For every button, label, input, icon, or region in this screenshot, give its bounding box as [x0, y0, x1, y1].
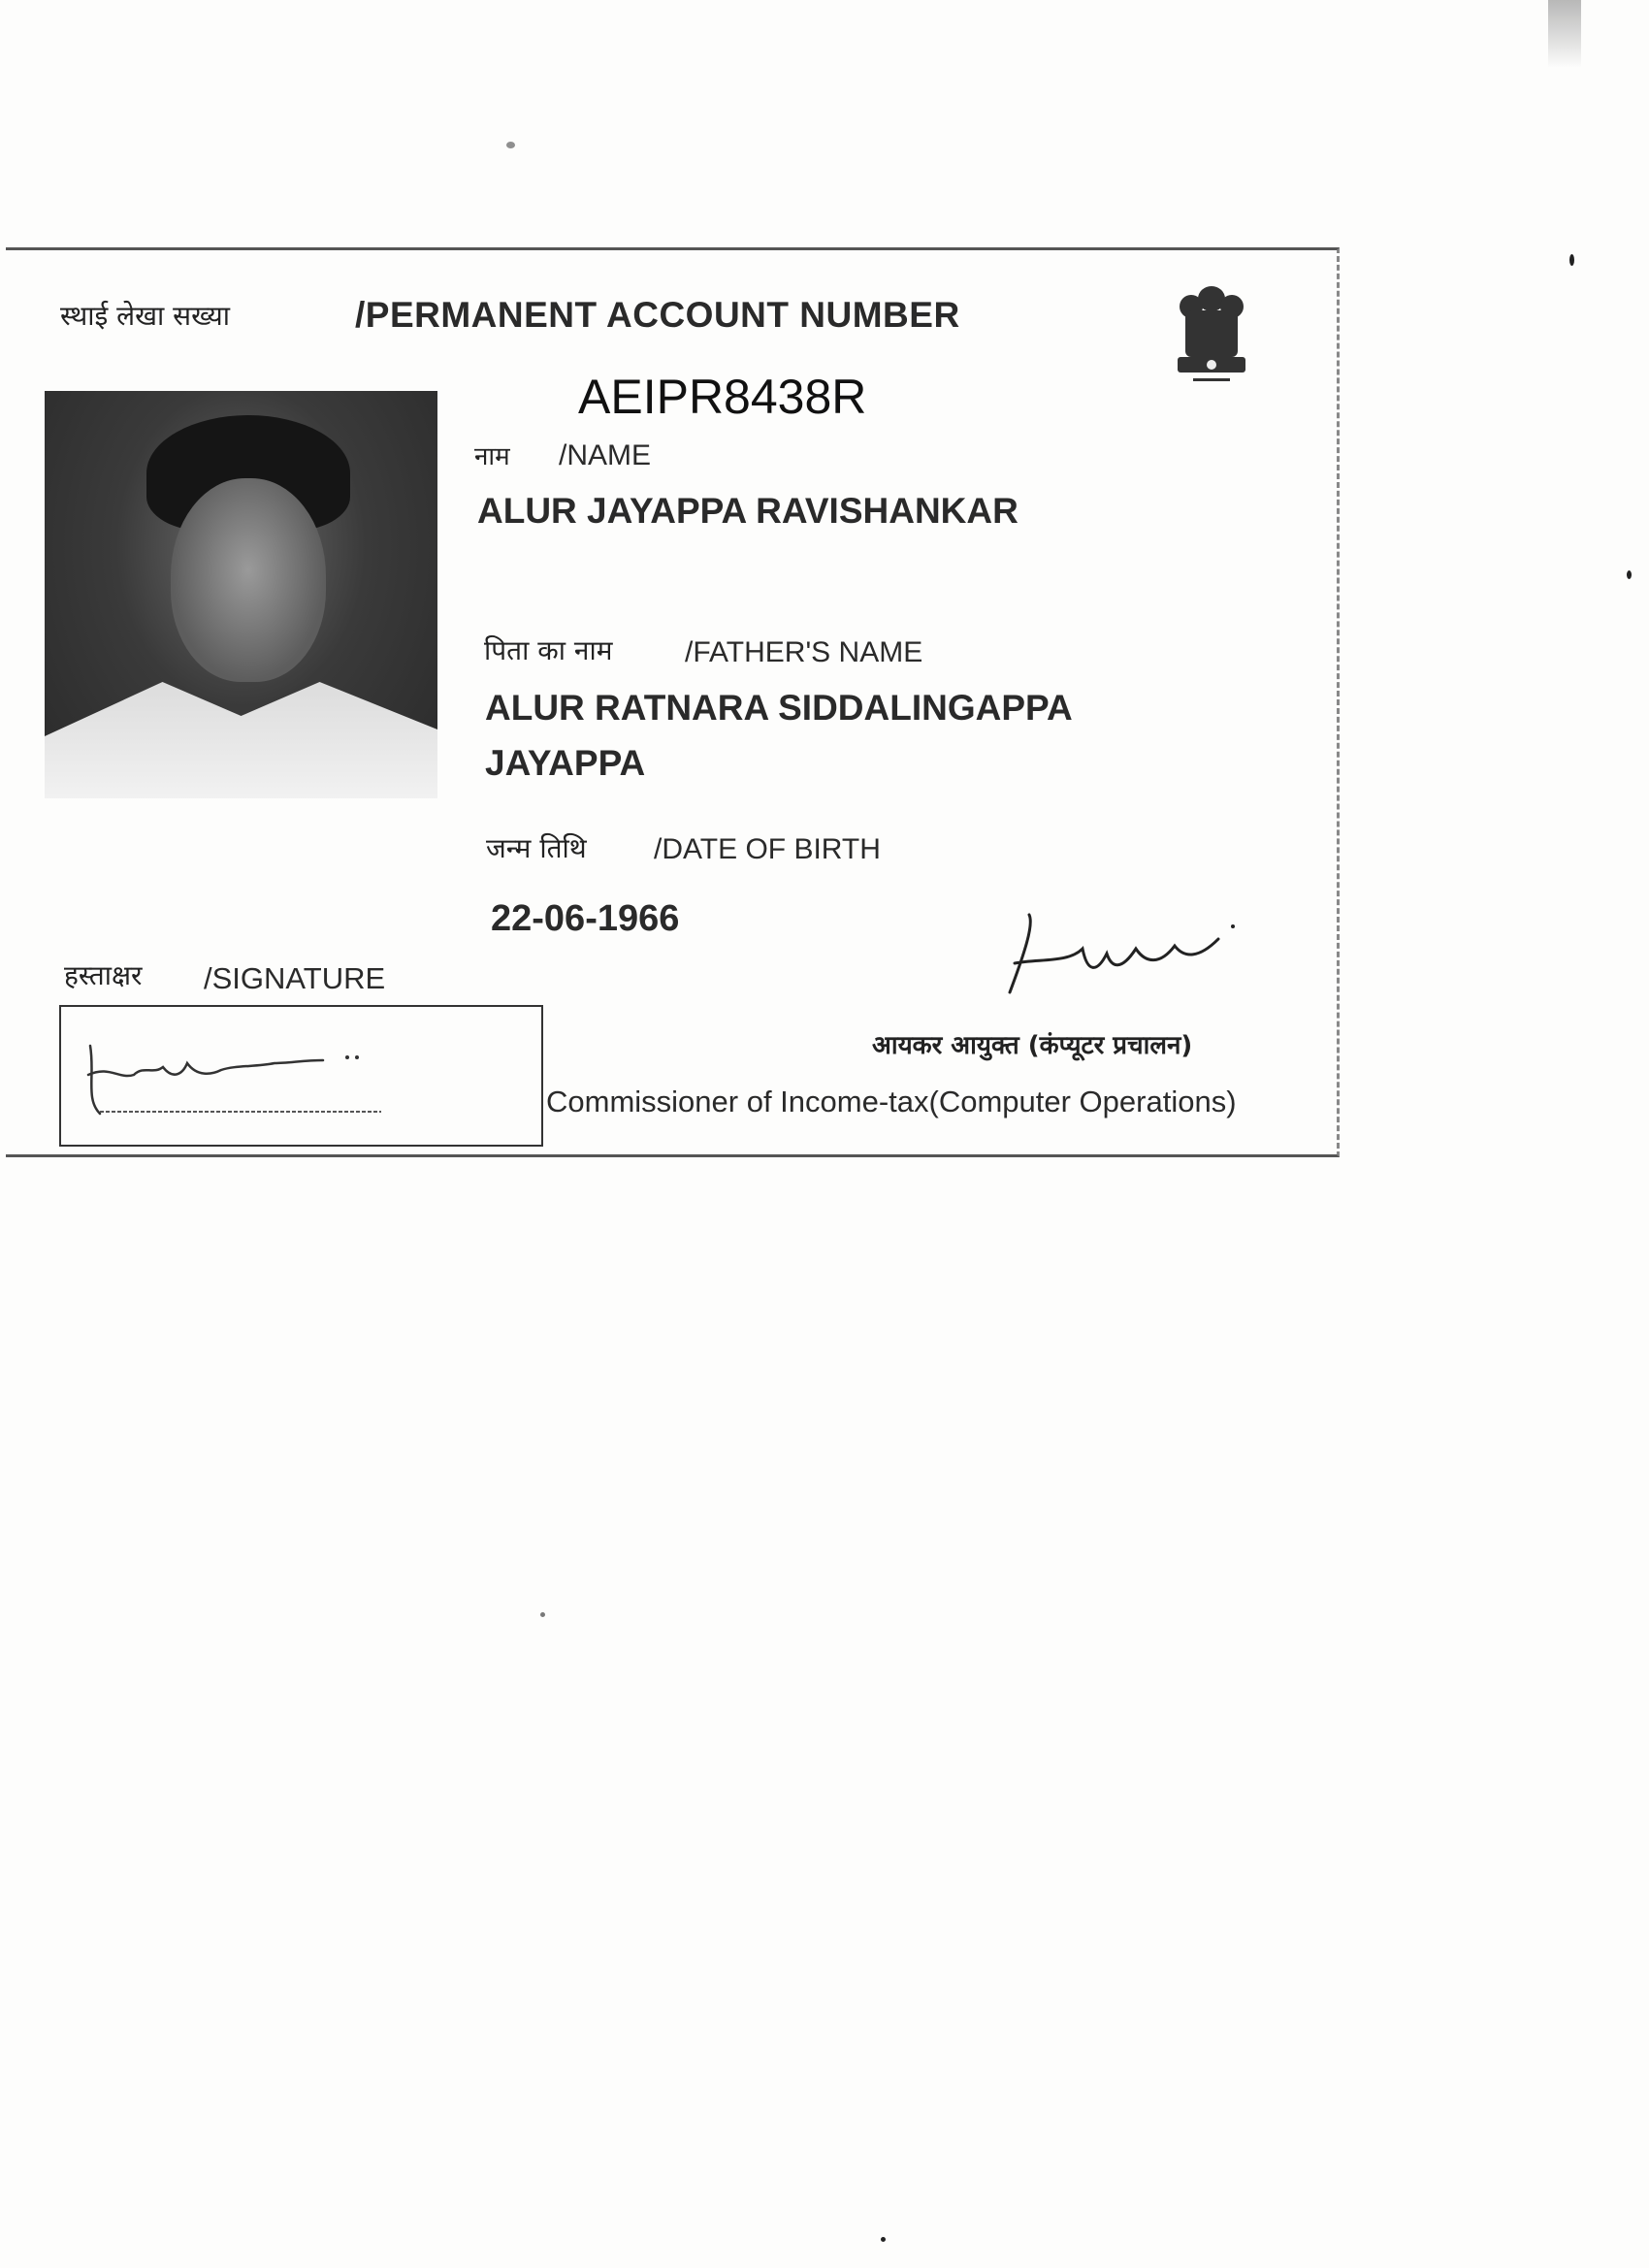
signature-label-hindi: हस्ताक्षर: [64, 959, 143, 991]
signature-label-english: /SIGNATURE: [204, 961, 386, 995]
pan-card: [6, 247, 1340, 1157]
holder-signature: [61, 1007, 541, 1145]
scan-speck: [506, 142, 515, 148]
pan-label-hindi: स्थाई लेखा सख्या: [60, 300, 230, 332]
father-value-line2: JAYAPPA: [485, 743, 646, 783]
dob-label-hindi: जन्म तिथि: [486, 832, 587, 864]
dob-value: 22-06-1966: [491, 898, 680, 939]
name-label-hindi: नाम: [474, 442, 510, 471]
father-label-hindi: पिता का नाम: [484, 634, 613, 666]
pan-number: AEIPR8438R: [578, 370, 867, 424]
photo-face: [171, 478, 326, 682]
issuer-english: Commissioner of Income-tax(Computer Operations): [546, 1085, 1237, 1118]
father-value-line1: ALUR RATNARA SIDDALINGAPPA: [485, 688, 1073, 728]
scan-speck: [1627, 570, 1632, 579]
holder-photo: [45, 391, 437, 798]
scan-speck: [540, 1612, 545, 1617]
father-label-english: /FATHER'S NAME: [685, 636, 923, 668]
national-emblem-icon: [1168, 281, 1255, 407]
issuer-hindi: आयकर आयुक्त (कंप्यूटर प्रचालन): [872, 1031, 1193, 1060]
holder-signature-box: [59, 1005, 543, 1147]
photo-shirt: [45, 682, 437, 798]
scan-speck: [1569, 254, 1574, 266]
commissioner-signature: [990, 905, 1252, 1012]
scan-speck: [881, 2237, 886, 2242]
pan-label-english: /PERMANENT ACCOUNT NUMBER: [355, 295, 960, 335]
name-label-english: /NAME: [559, 439, 652, 471]
name-value: ALUR JAYAPPA RAVISHANKAR: [477, 491, 1018, 531]
dob-label-english: /DATE OF BIRTH: [654, 833, 881, 865]
scan-edge-shadow: [1548, 0, 1581, 68]
